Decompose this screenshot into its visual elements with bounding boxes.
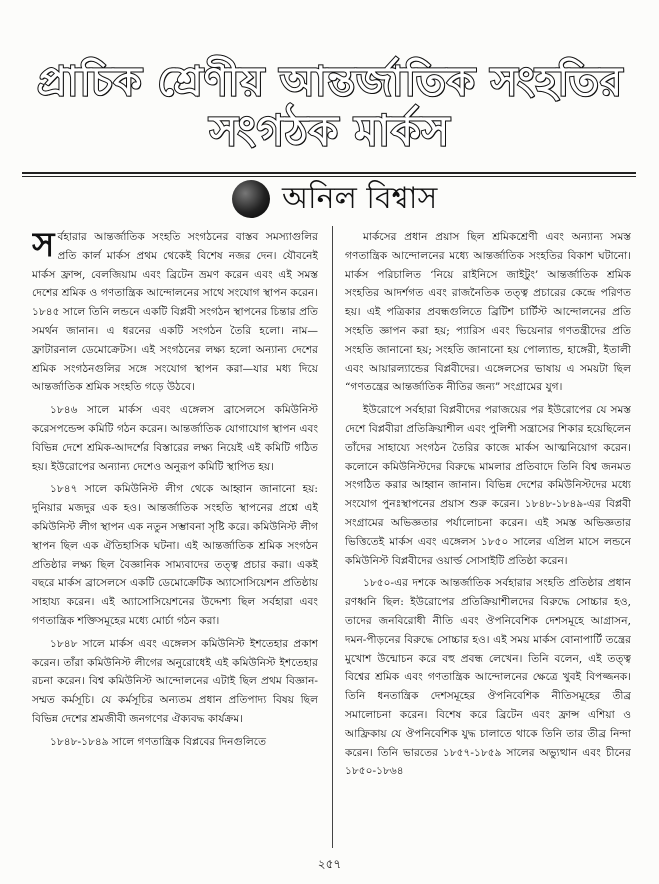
left-paragraph-2: ১৮৪৬ সালে মার্কস এবং এঙ্গেলস ব্রাসেলসে কমিউনিস্ট করেসপন্ডেন্স কমিটি গঠন করেন। আন্তর্জাতিক যোগাযোগ স্থাপন এবং বিভিন্ন দেশে শ্রমিক-আদর্শের বিস্তারের লক্ষ্য নিয়েই এই কমিটি গঠিত হয়। ইউরোপের অন্যান্য দেশেও অনুরূপ কমিটি স্থাপিত হয়। xyxy=(32,404,318,473)
author-name: অনিল বিশ্বাস xyxy=(282,181,438,216)
left-paragraph-4: ১৮৪৮ সালে মার্কস এবং এঙ্গেলস কমিউনিস্ট ইশতেহার প্রকাশ করেন। তাঁরা কমিউনিস্ট লীগের অনুরোধেই এই কমিউনিস্ট ইশতেহার রচনা করেন। বিশ্ব কমিউনিস্ট আন্দোলনের এটাই ছিল প্রথম বিজ্ঞান-সম্মত কর্মসূচি। যে কর্মসূচির অন্যতম প্রধান প্রতিপাদ্য বিষয় ছিল বিভিন্ন দেশের শ্রমজীবী জনগণের ঐক্যবদ্ধ কার্যক্রম। xyxy=(32,637,318,725)
author-byline xyxy=(232,177,437,221)
column-divider xyxy=(332,226,333,848)
right-paragraph-1: মার্কসের প্রধান প্রয়াস ছিল শ্রমিকশ্রেণী এবং অন্যান্য সমস্ত গণতান্ত্রিক আন্দোলনের মধ্যে আন্তর্জাতিক সংহতির বিকাশ ঘটানো। মার্কস পরিচালিত ‘নিয়ে রাইনিসে জাইটুং’ আন্তর্জাতিক শ্রমিক সংহতির আদর্শগত এবং রাজনৈতিক তত্ত্ব প্রচারের কেন্দ্রে পরিণত হয়। এই পত্রিকার প্রবন্ধগুলিতে ব্রিটিশ চার্টিস্ট আন্দোলনের প্রতি সংহতি জ্ঞাপন করা হয়; প্যারিস এবং ভিয়েনার গণতন্ত্রীদের প্রতি সংহতি জানানো হয়; সংহতি জানানো হয় পোল্যান্ড, হাঙ্গেরী, ইতালী এবং আয়ারল্যান্ডের বিপ্লবীদের। এঙ্গেলসের ভাষায় এ সময়টা ছিল “গণতন্ত্রের আন্তর্জাতিক নীতির জন্য” সংগ্রামের যুগ। xyxy=(345,231,631,394)
title-rule xyxy=(22,172,636,174)
left-paragraph-5: ১৮৪৮-১৮৪৯ সালে গণতান্ত্রিক বিপ্লবের দিনগুলিতে xyxy=(50,735,267,748)
right-paragraph-3: ১৮৫০-এর দশকে আন্তর্জাতিক সর্বহারার সংহতি প্রতিষ্ঠার প্রধান রণধ্বনি ছিল: ইউরোপের প্রতিক্রিয়াশীলদের বিরুদ্ধে সোচ্চার হও, তাদের জনবিরোধী নীতি এবং ঔপনিবেশিক দেশসমূহে আগ্রাসন, দমন-পীড়নের বিরুদ্ধে সোচ্চার হও। এই সময় মার্কস বোনাপার্টি তন্ত্রের মুখোশ উন্মোচন করে বহু প্রবন্ধ লেখেন। তিনি বলেন, এই তত্ত্ব বিশ্বের শ্রমিক এবং গণতান্ত্রিক আন্দোলনের ক্ষেত্রে খুবই বিপজ্জনক। তিনি ধনতান্ত্রিক দেশসমূহের ঔপনিবেশিক নীতিসমূহের তীব্র সমালোচনা করেন। বিশেষ করে ব্রিটেন এবং ফ্রান্স এশিয়া ও আফ্রিকায় যে ঔপনিবেশিক যুদ্ধ চালাতে থাকে তিনি তার তীব্র নিন্দা করেন। তিনি ভারতের ১৮৫৭-১৮৫৯ সালের অভ্যুত্থান এবং চীনের ১৮৫০-১৮৬৪ xyxy=(345,577,631,778)
title-line-1: প্রাচিক শ্রেণীয় আন্তর্জাতিক সংহতির xyxy=(37,59,623,105)
left-paragraph-3: ১৮৪৭ সালে কমিউনিস্ট লীগ থেকে আহ্বান জানানো হয়: দুনিয়ার মজদুর এক হও। আন্তর্জাতিক সংহতি স্থাপনের প্রশ্নে এই কমিউনিস্ট লীগ স্থাপন এক নতুন সম্ভাবনা সৃষ্টি করে। কমিউনিস্ট লীগ স্থাপন ছিল এক ঐতিহাসিক ঘটনা। এই আন্তর্জাতিক শ্রমিক সংগঠন প্রতিষ্ঠার লক্ষ্য ছিল বৈজ্ঞানিক সাম্যবাদের তত্ত্ব প্রচার করা। একই বছরে মার্কস ব্রাসেলসে একটি ডেমোক্রেটিক অ্যাসোসিয়েশন প্রতিষ্ঠায় সাহায্য করেন। এই অ্যাসোসিয়েশনের উদ্দেশ্য ছিল সর্বহারা এবং গণতান্ত্রিক শক্তিসমূহের মধ্যে মোর্চা গঠন করা। xyxy=(32,483,318,627)
drop-cap: স xyxy=(32,228,55,265)
globe-ornament-icon xyxy=(232,180,270,218)
title-line-2: সংগঠক মার্কস xyxy=(209,106,451,155)
right-paragraph-2: ইউরোপে সর্বহারা বিপ্লবীদের পরাজয়ের পর ইউরোপের যে সমস্ত দেশে বিপ্লবীরা প্রতিক্রিয়াশীল এবং পুলিশী সন্ত্রাসের শিকার হয়েছিলেন তাঁদের সাহায্যে সংগঠন তৈরির কাজে মার্কস আত্মনিয়োগ করেন। কলোনে কমিউনিস্টদের বিরুদ্ধে মামলার প্রতিবাদে তিনি বিশ্ব জনমত সংগঠিত করার আহ্বান জানান। বিভিন্ন দেশের কমিউনিস্টদের মধ্যে সংযোগ পুনঃস্থাপনের প্রয়াস শুরু করেন। ১৮৪৮-১৮৪৯-এর বিপ্লবী সংগ্রামের অভিজ্ঞতার পর্যালোচনা করেন। এই সমস্ত অভিজ্ঞতার ভিত্তিতেই মার্কস এবং এঙ্গেলস ১৮৫০ সালের এপ্রিল মাসে লন্ডনে কমিউনিস্ট বিপ্লবীদের ওয়ার্ল্ড সোসাইটি প্রতিষ্ঠা করেন। xyxy=(345,404,631,567)
left-paragraph-1 xyxy=(32,228,318,397)
left-paragraph-1-text: র্বহারার আন্তর্জাতিক সংহতি সংগঠনের বাস্তব সমস্যাগুলির প্রতি কার্ল মার্কস প্রথম থেকেই বিশেষ নজর দেন। যৌবনেই মার্কস ফ্রান্স, বেলজিয়াম এবং ব্রিটেন ভ্রমণ করেন এবং এই সমস্ত দেশের শ্রমিক ও গণতান্ত্রিক আন্দোলনের সাথে সংযোগ স্থাপন করেন। ১৮৪৫ সালে তিনি লন্ডনে একটি বিপ্লবী সংগঠন স্থাপনের চিন্তার প্রতি সমর্থন জানান। এ ধরনের একটি সংগঠন তৈরি হলো। নাম—ফ্রাটারনাল ডেমোক্রেটস। এই সংগঠনের লক্ষ্য হলো অন্যান্য দেশের শ্রমিক সংগঠনগুলির সঙ্গে সংযোগ স্থাপন করা—যার মধ্য দিয়ে আন্তর্জাতিক শ্রমিক সংহতি গড়ে উঠবে। xyxy=(32,231,318,394)
right-column xyxy=(345,228,631,846)
page-number: ২৫৭ xyxy=(317,857,342,871)
left-column xyxy=(32,228,318,846)
article-title xyxy=(20,58,640,156)
